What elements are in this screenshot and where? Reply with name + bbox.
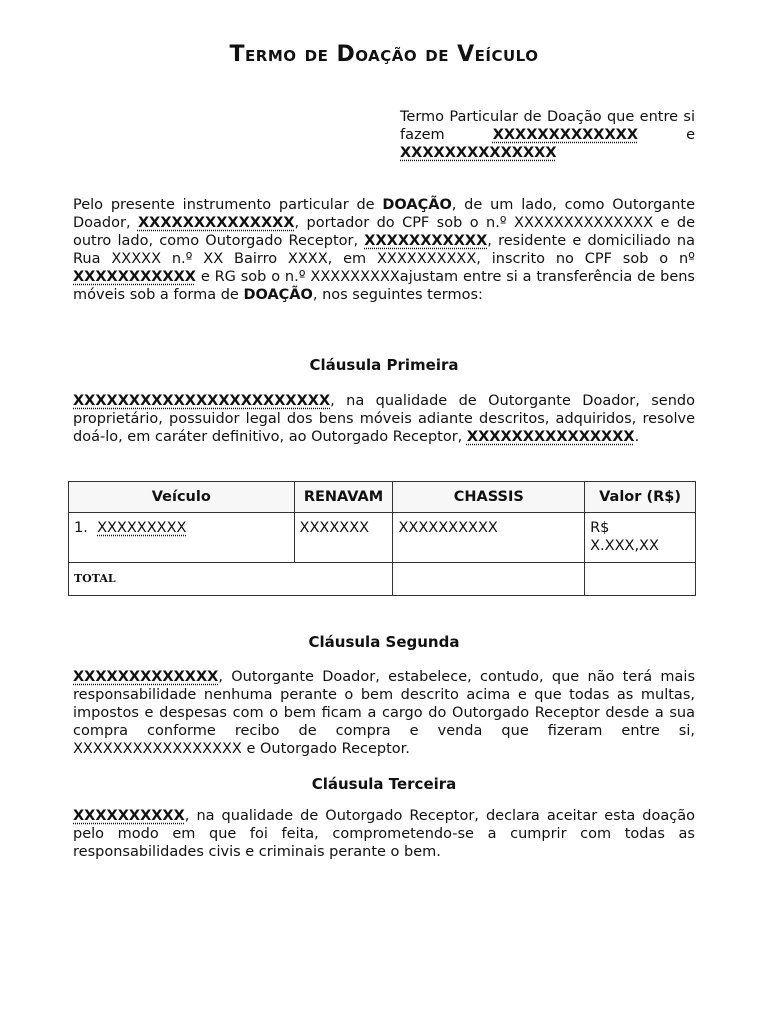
vehicle-table: [68, 481, 696, 596]
total-label: TOTAL: [74, 572, 116, 585]
clause-1-paragraph: [73, 392, 695, 446]
table-row: [69, 513, 696, 563]
renavam-cell: XXXXXXX: [294, 513, 393, 563]
preamble-conjunction: e: [638, 127, 695, 143]
intro-cpf: XXXXXXXXXXX: [73, 269, 196, 285]
clause-3-name: XXXXXXXXXX: [73, 808, 185, 824]
clause-3-paragraph: [73, 807, 695, 861]
clause-2-name: XXXXXXXXXXXXX: [73, 669, 219, 685]
intro-doacao-2: DOAÇÃO: [243, 287, 313, 303]
preamble-party-2: XXXXXXXXXXXXXX: [400, 145, 557, 161]
intro-donor: XXXXXXXXXXXXXX: [137, 215, 295, 231]
document-title: Termo de Doação de Veículo: [229, 42, 539, 67]
value-amount: X.XXX,XX: [590, 538, 659, 554]
intro-text-6: , nos seguintes termos:: [312, 287, 483, 303]
intro-paragraph: [73, 196, 695, 304]
preamble-text: Termo Particular de Doação que entre si fazem: [400, 109, 695, 143]
row-number: 1.: [74, 520, 88, 536]
header-renavam: RENAVAM: [294, 482, 393, 513]
intro-text-3: , portador do CPF sob o n.º XXXXXXXXXXXXXX e de outro lado, como Outorgado Receptor,: [73, 215, 695, 249]
preamble-party-1: XXXXXXXXXXXXX: [492, 127, 639, 143]
table-header-row: [69, 482, 696, 513]
chassis-cell: XXXXXXXXXX: [393, 513, 585, 563]
clause-1-receiver: XXXXXXXXXXXXXXX: [466, 429, 635, 445]
clause-2-paragraph: [73, 668, 695, 758]
total-value-cell: [585, 563, 696, 596]
table-total-row: [69, 563, 696, 596]
intro-doacao-1: DOAÇÃO: [382, 197, 452, 213]
intro-text-5: e RG sob o n.º XXXXXXXXXajustam entre si a transferência de bens móveis sob a forma de: [73, 269, 695, 303]
value-currency: R$: [590, 520, 610, 536]
intro-text-2: , de um lado, como Outorgante Doador,: [73, 197, 695, 231]
header-chassis: CHASSIS: [393, 482, 585, 513]
header-vehicle: Veículo: [69, 482, 295, 513]
clause-3-text: , na qualidade de Outorgado Receptor, declara aceitar esta doação pelo modo em que foi feita, comprometendo-se a cumprir com todas as responsabilidades civis e criminais perante o bem.: [73, 808, 695, 860]
clause-1-name: XXXXXXXXXXXXXXXXXXXXXXX: [73, 393, 331, 409]
intro-text-1: Pelo presente instrumento particular de: [73, 197, 383, 213]
vehicle-cell: [69, 513, 295, 563]
clause-1-end: .: [634, 429, 640, 445]
clause-2-title: Cláusula Segunda: [308, 633, 460, 651]
clause-1-title: Cláusula Primeira: [309, 356, 459, 374]
clause-1-text: , na qualidade de Outorgante Doador, sendo proprietário, possuidor legal dos bens móveis adiante descritos, adquiridos, resolve doá-lo, em caráter definitivo, ao Outorgado Receptor,: [73, 393, 695, 445]
vehicle-name: XXXXXXXXX: [97, 520, 187, 536]
preamble-paragraph: [400, 108, 695, 162]
value-cell: [585, 513, 696, 563]
clause-2-text: , Outorgante Doador, estabelece, contudo, que não terá mais responsabilidade nenhuma perante o bem descrito acima e que todas as multas, impostos e despesas com o bem ficam a cargo do Outorgado Receptor desde a sua compra conforme recibo de compra e venda que fizeram entre si, XXXXXXXXXXXXXXXXX e Outorgado Receptor.: [73, 669, 695, 757]
intro-receiver: XXXXXXXXXXX: [364, 233, 488, 249]
header-value: Valor (R$): [585, 482, 696, 513]
total-label-cell: [69, 563, 393, 596]
total-empty-cell: [393, 563, 585, 596]
clause-3-title: Cláusula Terceira: [311, 775, 457, 793]
intro-text-4: , residente e domiciliado na Rua XXXXX n.º XX Bairro XXXX, em XXXXXXXXXX, inscrito no CPF sob o nº: [73, 233, 695, 267]
